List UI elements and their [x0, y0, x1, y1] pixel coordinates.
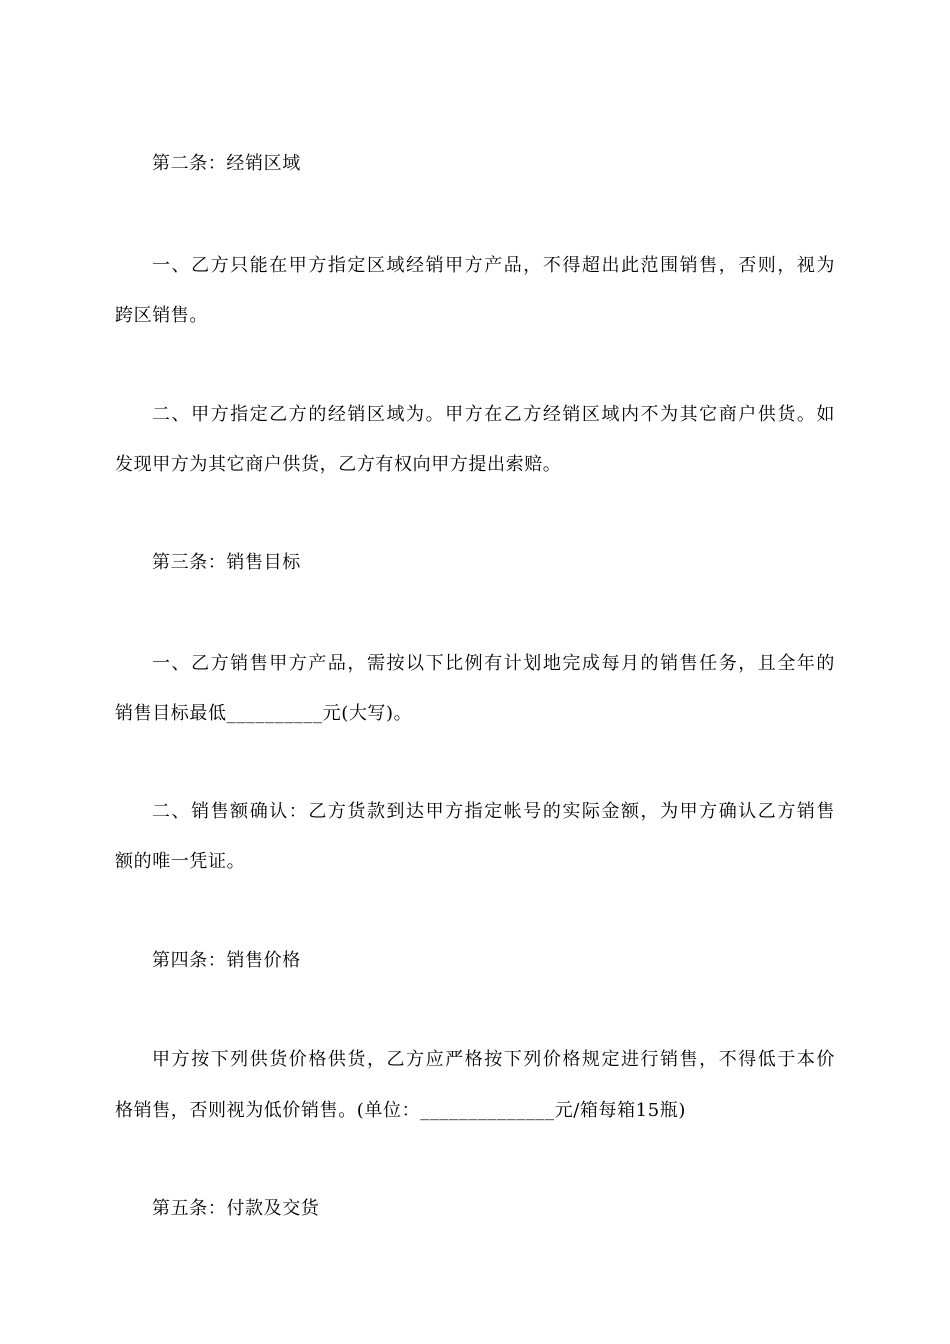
article-3-heading: 第三条：销售目标 [152, 552, 301, 573]
article-4-heading: 第四条：销售价格 [152, 950, 301, 971]
article-3-paragraph-2-line-2: 额的唯一凭证。 [115, 851, 246, 872]
article-2-paragraph-1-line-2: 跨区销售。 [115, 305, 208, 326]
article-2-paragraph-2-line-1: 二、甲方指定乙方的经销区域为。甲方在乙方经销区域内不为其它商户供货。如 [152, 404, 835, 425]
article-3-paragraph-1-line-1: 一、乙方销售甲方产品，需按以下比例有计划地完成每月的销售任务，且全年的 [152, 653, 835, 674]
article-4-paragraph-1-line-1: 甲方按下列供货价格供货，乙方应严格按下列价格规定进行销售，不得低于本价 [152, 1049, 835, 1070]
article-5-heading: 第五条：付款及交货 [152, 1198, 320, 1219]
article-3-paragraph-2-line-1: 二、销售额确认：乙方货款到达甲方指定帐号的实际金额，为甲方确认乙方销售 [152, 801, 835, 822]
article-2-paragraph-1-line-1: 一、乙方只能在甲方指定区域经销甲方产品，不得超出此范围销售，否则，视为 [152, 255, 835, 276]
article-3-paragraph-1-line-2: 销售目标最低__________元(大写)。 [115, 703, 413, 724]
article-2-paragraph-2-line-2: 发现甲方为其它商户供货，乙方有权向甲方提出索赔。 [115, 454, 562, 475]
article-4-paragraph-1-line-2: 格销售，否则视为低价销售。(单位：______________元/箱每箱15瓶) [115, 1100, 687, 1121]
article-2-heading: 第二条：经销区域 [152, 153, 301, 174]
